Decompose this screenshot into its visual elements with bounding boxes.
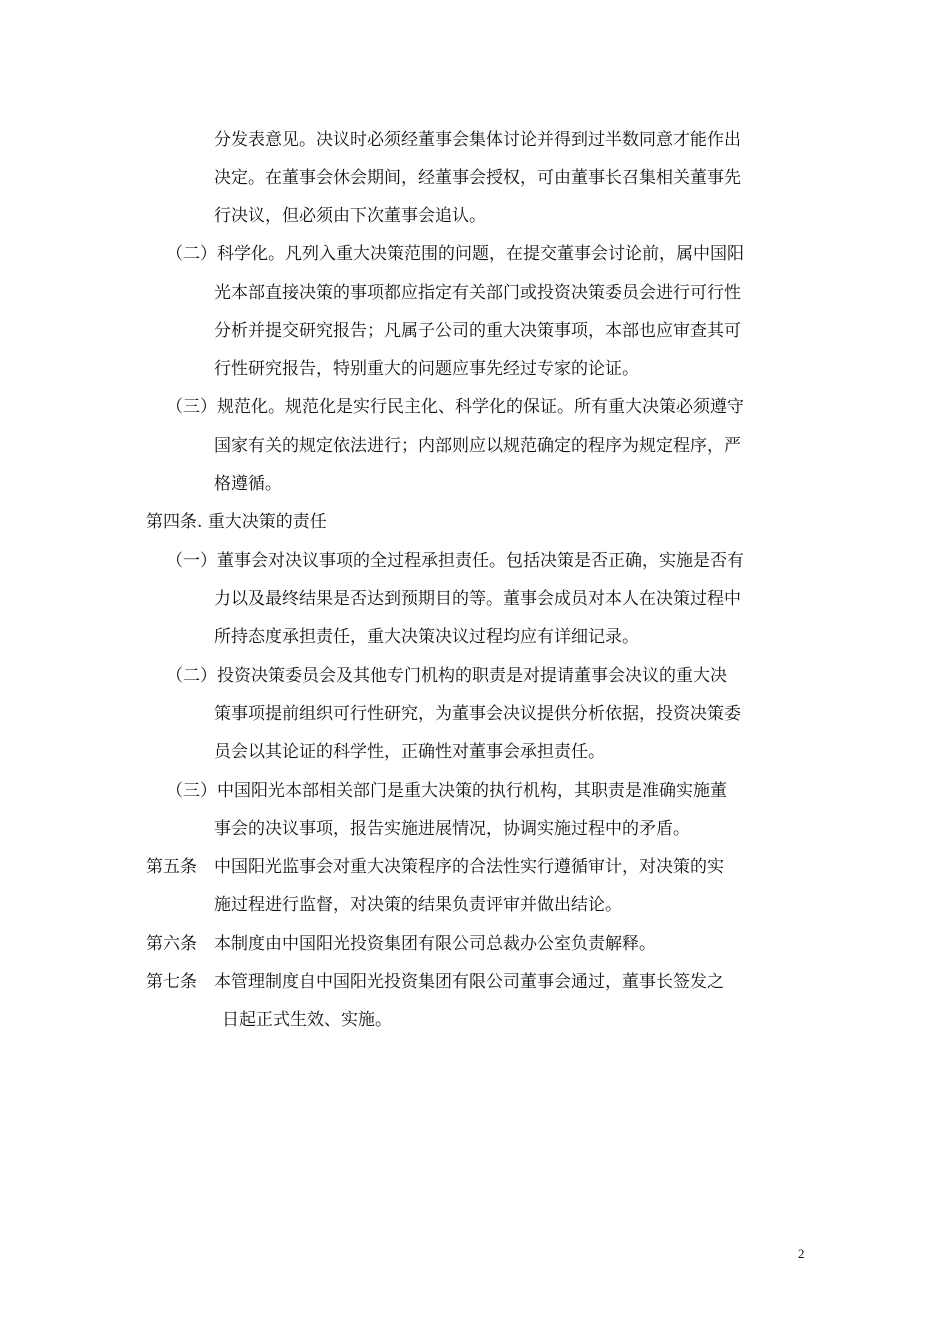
text-line: 分发表意见。决议时必须经董事会集体讨论并得到过半数同意才能作出: [214, 130, 741, 150]
text-line: （一）董事会对决议事项的全过程承担责任。包括决策是否正确，实施是否有: [166, 551, 744, 571]
text-line: （二）投资决策委员会及其他专门机构的职责是对提请董事会决议的重大决: [166, 666, 727, 686]
article-line: 第七条 本管理制度自中国阳光投资集团有限公司董事会通过，董事长签发之: [146, 972, 724, 992]
text-line: 所持态度承担责任，重大决策决议过程均应有详细记录。: [214, 627, 639, 647]
article-line: 第五条 中国阳光监事会对重大决策程序的合法性实行遵循审计，对决策的实: [146, 857, 724, 877]
text-line: 行决议，但必须由下次董事会追认。: [214, 206, 486, 226]
text-line: 策事项提前组织可行性研究，为董事会决议提供分析依据，投资决策委: [214, 704, 741, 724]
text-line: 员会以其论证的科学性，正确性对董事会承担责任。: [214, 742, 605, 762]
article-line: 第六条 本制度由中国阳光投资集团有限公司总裁办公室负责解释。: [146, 934, 656, 954]
text-line: 分析并提交研究报告；凡属子公司的重大决策事项，本部也应审查其可: [214, 321, 741, 341]
text-line: 行性研究报告，特别重大的问题应事先经过专家的论证。: [214, 359, 639, 379]
text-line: 日起正式生效、实施。: [222, 1010, 392, 1030]
page-number: 2: [798, 1246, 805, 1261]
text-line: （三）中国阳光本部相关部门是重大决策的执行机构，其职责是准确实施董: [166, 781, 727, 801]
text-line: 格遵循。: [214, 474, 282, 494]
text-line: 国家有关的规定依法进行；内部则应以规范确定的程序为规定程序，严: [214, 436, 741, 456]
text-line: 事会的决议事项，报告实施进展情况，协调实施过程中的矛盾。: [214, 819, 690, 839]
text-line: 光本部直接决策的事项都应指定有关部门或投资决策委员会进行可行性: [214, 283, 741, 303]
text-line: （二）科学化。凡列入重大决策范围的问题，在提交董事会讨论前，属中国阳: [166, 244, 744, 264]
text-line: 施过程进行监督，对决策的结果负责评审并做出结论。: [214, 895, 622, 915]
text-line: （三）规范化。规范化是实行民主化、科学化的保证。所有重大决策必须遵守: [166, 397, 744, 417]
text-line: 决定。在董事会休会期间，经董事会授权，可由董事长召集相关董事先: [214, 168, 741, 188]
article-heading: 第四条. 重大决策的责任: [146, 512, 327, 532]
text-line: 力以及最终结果是否达到预期目的等。董事会成员对本人在决策过程中: [214, 589, 741, 609]
